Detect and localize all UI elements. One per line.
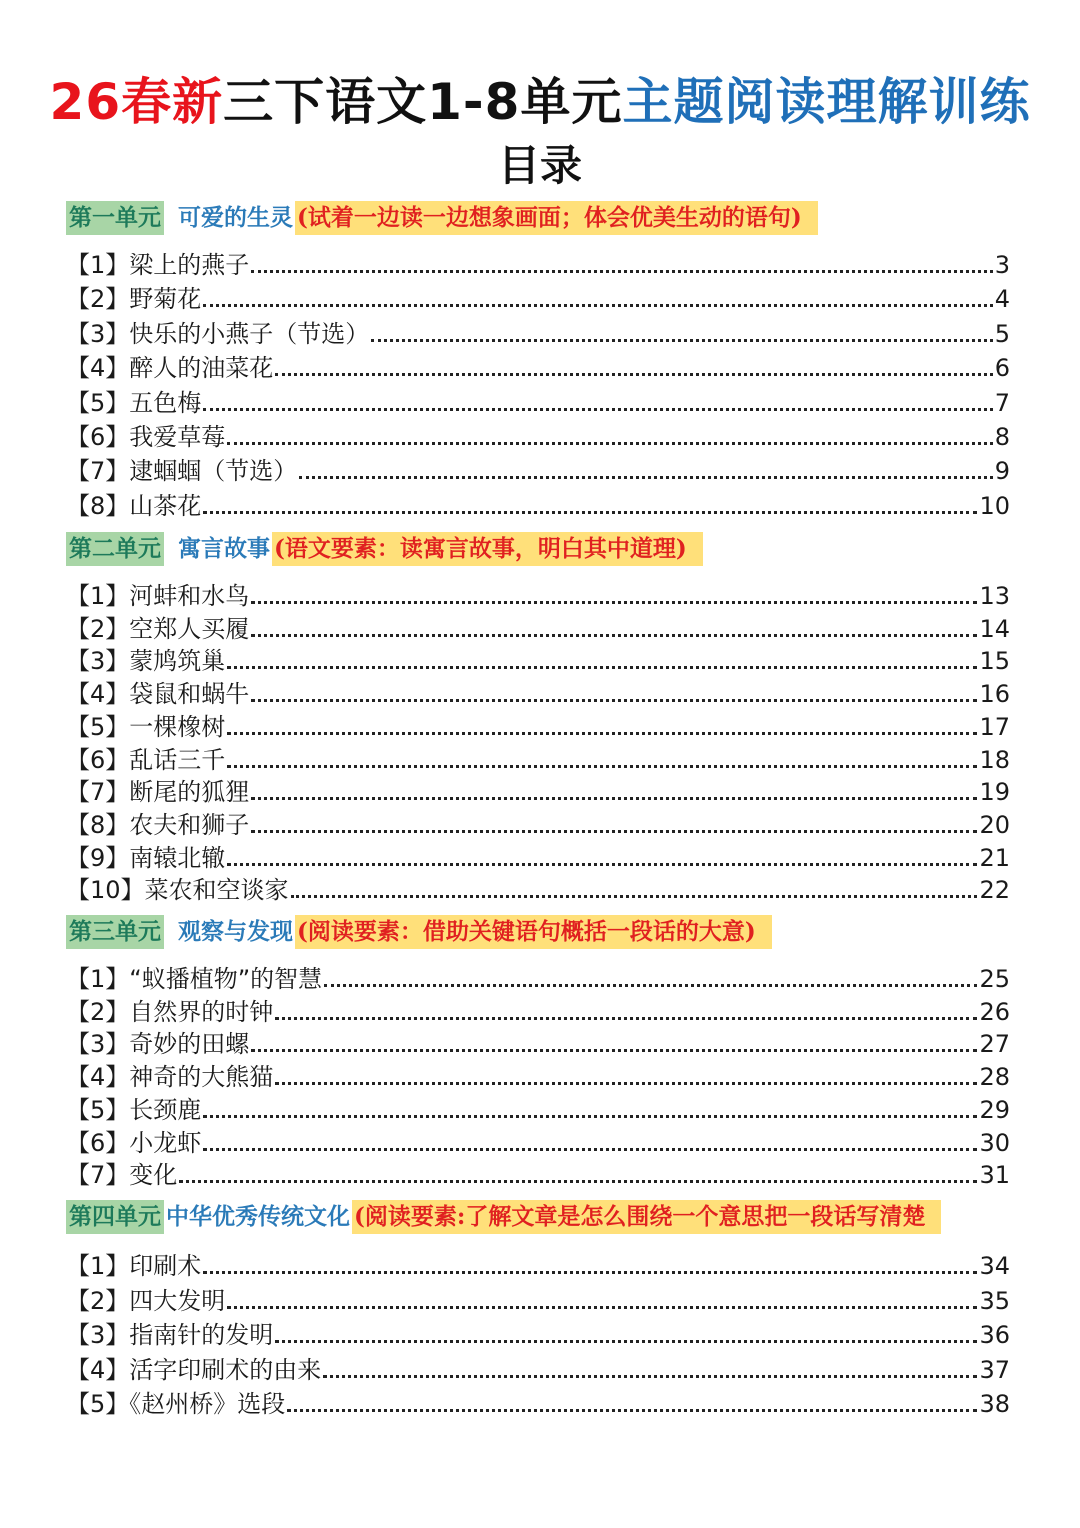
toc-entry[interactable] <box>66 1060 1010 1092</box>
toc-entry-page-number: 34 <box>979 1252 1010 1280</box>
title-part-topic: 主题阅读理解训练 <box>622 73 1031 131</box>
unit-4-header <box>66 1199 941 1235</box>
toc-entry-page-number: 17 <box>979 712 1010 741</box>
toc-entry-page-number: 20 <box>979 810 1010 839</box>
dot-leader <box>275 1082 977 1085</box>
toc-entry-page-number: 7 <box>994 388 1010 417</box>
toc-entry-title: 【6】小龙虾 <box>66 1128 202 1157</box>
toc-entry-title: 【7】断尾的狐狸 <box>66 778 250 807</box>
unit-theme: 寓言故事 <box>178 535 270 562</box>
toc-entry[interactable] <box>66 808 1010 840</box>
toc-entry-page-number: 5 <box>994 319 1010 348</box>
toc-entry-page-number: 15 <box>979 647 1010 676</box>
dot-leader <box>227 732 977 735</box>
toc-entry-page-number: 4 <box>994 285 1010 314</box>
dot-leader <box>203 304 992 307</box>
toc-entry-page-number: 18 <box>979 745 1010 774</box>
toc-entry[interactable] <box>66 995 1010 1027</box>
toc-entry-page-number: 22 <box>979 876 1010 905</box>
toc-entry[interactable] <box>66 1284 1010 1316</box>
toc-entry-title: 【9】南辕北辙 <box>66 843 226 872</box>
toc-entry[interactable] <box>66 743 1010 775</box>
toc-entry[interactable] <box>66 386 1010 418</box>
dot-leader <box>227 1306 977 1309</box>
unit-3-header <box>66 914 772 950</box>
title-part-subject: 三下语文1-8单元 <box>223 73 623 131</box>
toc-entry-page-number: 13 <box>979 582 1010 610</box>
toc-entry-page-number: 8 <box>994 423 1010 451</box>
toc-entry-page-number: 31 <box>979 1161 1010 1190</box>
toc-entry-page-number: 35 <box>979 1286 1010 1315</box>
dot-leader <box>275 373 992 376</box>
toc-entry-page-number: 30 <box>979 1128 1010 1157</box>
unit-name: 第三单元 <box>66 915 164 949</box>
dot-leader <box>203 1271 977 1274</box>
toc-entry-title: 【2】四大发明 <box>66 1286 226 1315</box>
toc-entry-page-number: 3 <box>994 251 1010 279</box>
unit-name: 第一单元 <box>66 201 164 235</box>
toc-entry[interactable] <box>66 1027 1010 1059</box>
toc-entry-title: 【3】蒙鸠筑巢 <box>66 647 226 676</box>
toc-entry-title: 【7】变化 <box>66 1161 178 1190</box>
toc-entry-page-number: 26 <box>979 997 1010 1026</box>
toc-entry[interactable] <box>66 489 1010 521</box>
dot-leader <box>291 895 978 898</box>
toc-entry-page-number: 19 <box>979 778 1010 807</box>
toc-entry-page-number: 6 <box>994 354 1010 383</box>
toc-entry[interactable] <box>66 1093 1010 1125</box>
toc-entry-title: 【7】逮蝈蝈（节选） <box>66 457 298 486</box>
toc-entry[interactable] <box>66 317 1010 349</box>
toc-entry[interactable] <box>66 1126 1010 1158</box>
toc-entry[interactable] <box>66 282 1010 314</box>
toc-entry-page-number: 14 <box>979 614 1010 643</box>
toc-entry-title: 【3】指南针的发明 <box>66 1321 274 1349</box>
toc-entry-page-number: 27 <box>979 1030 1010 1059</box>
dot-leader <box>203 408 992 411</box>
document-title <box>0 70 1080 134</box>
toc-entry-page-number: 10 <box>979 491 1010 520</box>
unit-requirement: (阅读要素:了解文章是怎么围绕一个意思把一段话写清楚 <box>352 1200 941 1234</box>
toc-entry-title: 【2】空郑人买履 <box>66 614 250 643</box>
dot-leader <box>203 511 977 514</box>
dot-leader <box>227 863 977 866</box>
dot-leader <box>275 1340 977 1343</box>
title-part-year: 26春新 <box>49 73 224 131</box>
toc-entry[interactable] <box>66 351 1010 383</box>
toc-entry[interactable] <box>66 579 1010 611</box>
toc-entry-title: 【8】山茶花 <box>66 491 202 520</box>
toc-entry[interactable] <box>66 420 1010 452</box>
dot-leader <box>227 765 977 768</box>
dot-leader <box>251 634 977 637</box>
toc-entry[interactable] <box>66 1249 1010 1281</box>
toc-entry-title: 【4】袋鼠和蜗牛 <box>66 680 250 709</box>
toc-entry-page-number: 37 <box>979 1355 1010 1384</box>
toc-heading: 目录 <box>497 141 582 190</box>
unit-requirement: (阅读要素：借助关键语句概括一段话的大意) <box>295 915 772 949</box>
dot-leader <box>323 1375 977 1378</box>
unit-requirement: (语文要素：读寓言故事，明白其中道理) <box>272 532 703 566</box>
unit-theme: 可爱的生灵 <box>178 204 293 231</box>
toc-entry[interactable] <box>66 454 1010 486</box>
toc-entry[interactable] <box>66 962 1010 994</box>
toc-entry[interactable] <box>66 1318 1010 1350</box>
toc-entry-title: 【5】《赵州桥》选段 <box>66 1390 286 1418</box>
toc-entry-title: 【3】快乐的小燕子（节选） <box>66 319 370 348</box>
dot-leader <box>251 1049 977 1052</box>
toc-entry-page-number: 16 <box>979 680 1010 709</box>
dot-leader <box>299 476 992 479</box>
unit-theme: 中华优秀传统文化 <box>166 1203 350 1230</box>
toc-entry[interactable] <box>66 1353 1010 1385</box>
toc-entry-title: 【2】野菊花 <box>66 285 202 314</box>
toc-entry-page-number: 38 <box>979 1390 1010 1418</box>
dot-leader <box>227 442 992 445</box>
toc-entry-title: 【6】乱话三千 <box>66 745 226 774</box>
toc-entry-page-number: 28 <box>979 1063 1010 1092</box>
dot-leader <box>251 270 992 273</box>
unit-1-header <box>66 200 818 236</box>
dot-leader <box>203 1148 977 1151</box>
unit-requirement: (试着一边读一边想象画面；体会优美生动的语句) <box>295 201 818 235</box>
dot-leader <box>251 601 977 604</box>
toc-entry-page-number: 25 <box>979 965 1010 993</box>
toc-entry[interactable] <box>66 1158 1010 1190</box>
toc-entry-title: 【5】五色梅 <box>66 388 202 417</box>
toc-entry-title: 【1】印刷术 <box>66 1252 202 1280</box>
toc-entry[interactable] <box>66 775 1010 807</box>
toc-entry[interactable] <box>66 644 1010 676</box>
toc-entry-title: 【3】奇妙的田螺 <box>66 1030 250 1059</box>
toc-entry[interactable] <box>66 841 1010 873</box>
toc-entry[interactable] <box>66 612 1010 644</box>
toc-entry-title: 【1】梁上的燕子 <box>66 251 250 279</box>
toc-entry-title: 【1】河蚌和水鸟 <box>66 582 250 610</box>
toc-entry-title: 【8】农夫和狮子 <box>66 810 250 839</box>
toc-entry-page-number: 36 <box>979 1321 1010 1349</box>
dot-leader <box>324 984 977 987</box>
dot-leader <box>179 1180 977 1183</box>
dot-leader <box>371 339 992 342</box>
toc-entry-page-number: 29 <box>979 1095 1010 1124</box>
unit-theme: 观察与发现 <box>178 918 293 945</box>
toc-entry-title: 【4】神奇的大熊猫 <box>66 1063 274 1092</box>
dot-leader <box>203 1115 977 1118</box>
toc-entry-title: 【2】自然界的时钟 <box>66 997 274 1026</box>
dot-leader <box>251 699 977 702</box>
dot-leader <box>251 830 977 833</box>
toc-entry-title: 【5】一棵橡树 <box>66 712 226 741</box>
unit-2-header <box>66 531 703 567</box>
toc-entry-page-number: 9 <box>994 457 1010 486</box>
dot-leader <box>227 666 977 669</box>
dot-leader <box>275 1017 977 1020</box>
toc-entry-title: 【4】活字印刷术的由来 <box>66 1355 322 1384</box>
toc-entry[interactable] <box>66 677 1010 709</box>
toc-entry[interactable] <box>66 248 1010 280</box>
toc-entry[interactable] <box>66 710 1010 742</box>
dot-leader <box>251 797 977 800</box>
toc-entry-title: 【5】长颈鹿 <box>66 1095 202 1124</box>
unit-name: 第二单元 <box>66 532 164 566</box>
toc-entry-title: 【10】菜农和空谈家 <box>66 876 289 905</box>
toc-entry[interactable] <box>66 1387 1010 1419</box>
toc-entry[interactable] <box>66 873 1010 905</box>
dot-leader <box>287 1409 977 1412</box>
toc-entry-title: 【1】“蚁播植物”的智慧 <box>66 965 323 993</box>
toc-entry-page-number: 21 <box>979 843 1010 872</box>
toc-entry-title: 【4】醉人的油菜花 <box>66 354 274 383</box>
unit-name: 第四单元 <box>66 1200 164 1234</box>
toc-entry-title: 【6】我爱草莓 <box>66 423 226 451</box>
